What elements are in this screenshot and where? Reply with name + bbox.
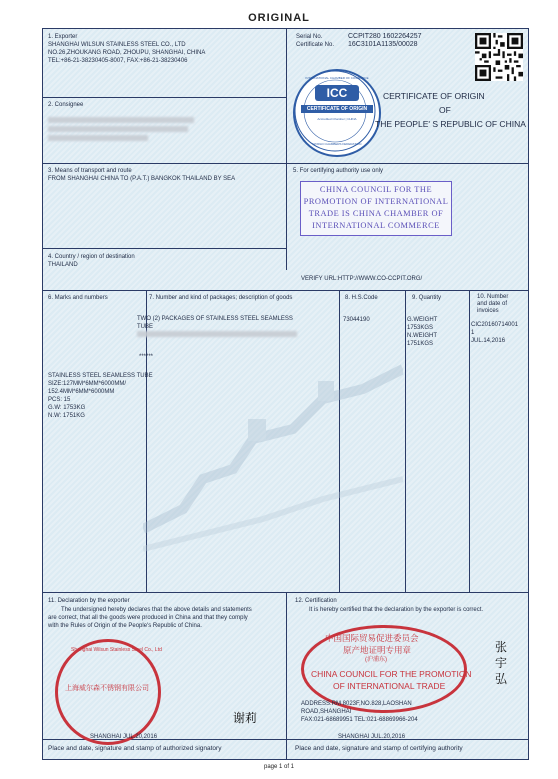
col-invoice-header-3: invoices	[477, 308, 499, 314]
quantity-gweight-value: 1753KGS	[407, 325, 434, 331]
qr-code-icon	[475, 33, 523, 81]
divider-v-col10	[469, 290, 470, 592]
certification-line-1: It is hereby certified that the declaration by the exporter is correct.	[309, 607, 484, 613]
consignee-redacted-3	[48, 135, 148, 141]
page-number: page 1 of 1	[263, 764, 295, 770]
invoice-date: JUL.14,2016	[471, 338, 506, 344]
transport-value: FROM SHANGHAI CHINA TO (P.A.T.) BANGKOK THAILAND BY SEA	[48, 176, 236, 182]
seal-band: CERTIFICATE OF ORIGIN	[301, 105, 373, 113]
marks-line-5: G.W: 1753KG	[48, 405, 86, 411]
exporter-line-2: NO.26,ZHOUKANG ROAD, ZHOUPU, SHANGHAI, CHINA	[48, 50, 206, 56]
divider-v-declaration	[286, 592, 287, 760]
certificate-label: Certificate No.	[296, 42, 335, 48]
consignee-redacted-2	[48, 126, 188, 132]
certifier-signature: 张宇弘	[495, 640, 508, 686]
seal-ring-bottom: WORLD CHAMBERS FEDERATION	[312, 142, 362, 146]
exporter-stamp-english: Shanghai Wilsun Stainless Steel Co., Ltd	[71, 647, 162, 653]
col-marks-header: 6. Marks and numbers	[48, 295, 108, 301]
goods-stars: ******	[139, 354, 154, 360]
col-invoice-header-1: 10. Number	[477, 294, 509, 300]
goods-description-1: TWO (2) PACKAGES OF STAINLESS STEEL SEAMLESS	[137, 316, 293, 322]
exporter-signature: 谢莉	[233, 711, 258, 725]
seal-ring-top: INTERNATIONAL CHAMBER OF COMMERCE	[305, 76, 369, 80]
ccpit-line-1: CHINA COUNCIL FOR THE	[319, 185, 433, 194]
goods-redacted	[137, 331, 297, 337]
consignee-redacted-1	[48, 117, 194, 123]
exporter-stamp-chinese: 上海威尔森不锈钢有限公司	[65, 685, 149, 692]
invoice-number: CIC20160714001	[471, 322, 519, 328]
certificate-value: 16C3101A1135/00028	[348, 41, 418, 48]
seal-sub: Accredited Chamber | CHINA	[317, 117, 357, 121]
consignee-label: 2. Consignee	[48, 102, 84, 108]
exporter-company-stamp	[55, 639, 161, 745]
ccpit-stamp-line-4: CHINA COUNCIL FOR THE PROMOTION	[311, 669, 472, 679]
ccpit-line-3: TRADE IS CHINA CHAMBER OF	[308, 209, 444, 218]
serial-value: CCPIT280 1602264257	[348, 33, 422, 40]
authority-label: 5. For certifying authority use only	[293, 168, 384, 174]
great-wall-watermark-icon	[143, 359, 403, 559]
divider-h-columns	[43, 290, 529, 291]
declaration-line-2: are correct, that all the goods were produced in China and that they comply	[48, 615, 248, 621]
col-description-header: 7. Number and kind of packages; description of goods	[149, 295, 293, 301]
marks-line-2: SIZE:127MM*6MM*6000MM/	[48, 381, 127, 387]
certification-place-date: SHANGHAI JUL.20,2016	[338, 734, 406, 740]
certifier-address-2: ROAD,SHANGHAI	[301, 709, 352, 715]
ccpit-stamp-line-3: (沪浦东)	[365, 657, 387, 663]
col-quantity-header: 9. Quantity	[412, 295, 442, 301]
quantity-nweight-label: N.WEIGHT	[407, 333, 437, 339]
certifier-address-1: ADDRESS:RM 8023F,NO.828,LAOSHAN	[301, 701, 412, 707]
divider-h-consignee	[43, 97, 286, 98]
ccpit-stamp-line-1: 中国国际贸易促进委员会	[325, 633, 419, 643]
destination-value: THAILAND	[48, 262, 78, 268]
cert-title-line-1: CERTIFICATE OF ORIGIN	[383, 91, 485, 101]
divider-v-top	[286, 29, 287, 270]
declaration-label: 11. Declaration by the exporter	[48, 598, 130, 604]
certification-footer: Place and date, signature and stamp of certifying authority	[295, 745, 463, 752]
declaration-place-date: SHANGHAI JUL.20,2016	[90, 734, 158, 740]
cert-title-line-2: OF	[439, 105, 451, 115]
destination-label: 4. Country / region of destination	[48, 254, 135, 260]
declaration-line-3: with the Rules of Origin of the People's Republic of China.	[48, 623, 202, 629]
ccpit-stamp-line-2: 原产地证明专用章	[343, 645, 412, 655]
col-hscode-header: 8. H.S.Code	[345, 295, 378, 301]
goods-description-2: TUBE	[137, 324, 154, 330]
divider-v-col9	[405, 290, 406, 592]
ccpit-line-4: INTERNATIONAL COMMERCE	[312, 221, 440, 230]
declaration-footer: Place and date, signature and stamp of authorized signatory	[48, 745, 222, 752]
icc-logo: ICC	[315, 85, 359, 101]
marks-line-1: STAINLESS STEEL SEAMLESS TUBE	[48, 373, 153, 379]
col-invoice-header-2: and date of	[477, 301, 508, 307]
exporter-line-1: SHANGHAI WILSUN STAINLESS STEEL CO., LTD	[48, 42, 186, 48]
marks-line-4: PCS: 15	[48, 397, 71, 403]
invoice-number-suffix: 1	[471, 330, 475, 336]
certificate-form	[42, 28, 529, 760]
verify-url[interactable]: VERIFY URL:HTTP://WWW.CO-CCPIT.ORG/	[301, 276, 423, 282]
marks-line-3: 152.4MM*6MM*6000MM	[48, 389, 115, 395]
quantity-gweight-label: G.WEIGHT	[407, 317, 438, 323]
marks-line-6: N.W: 1751KG	[48, 413, 85, 419]
hs-code: 73044190	[343, 317, 370, 323]
divider-h-transport	[43, 163, 529, 164]
serial-label: Serial No.	[296, 34, 323, 40]
exporter-label: 1. Exporter	[48, 34, 78, 40]
quantity-nweight-value: 1751KGS	[407, 341, 434, 347]
exporter-line-3: TEL:+86-21-38230405-8007, FAX:+86-21-38230406	[48, 58, 188, 64]
ccpit-stamp-line-5: OF INTERNATIONAL TRADE	[333, 681, 446, 691]
ccpit-line-2: PROMOTION OF INTERNATIONAL	[303, 197, 449, 206]
document-heading: ORIGINAL	[248, 12, 310, 24]
ccpit-stamp-box	[300, 181, 452, 236]
certification-label: 12. Certification	[295, 598, 337, 604]
icc-seal	[293, 69, 381, 157]
divider-h-destination	[43, 248, 286, 249]
certifier-address-3: FAX:021-68689951 TEL:021-68869966-204	[301, 717, 418, 723]
declaration-line-1: The undersigned hereby declares that the above details and statements	[61, 607, 252, 613]
cert-title-line-3: THE PEOPLE' S REPUBLIC OF CHINA	[375, 119, 526, 129]
transport-label: 3. Means of transport and route	[48, 168, 132, 174]
